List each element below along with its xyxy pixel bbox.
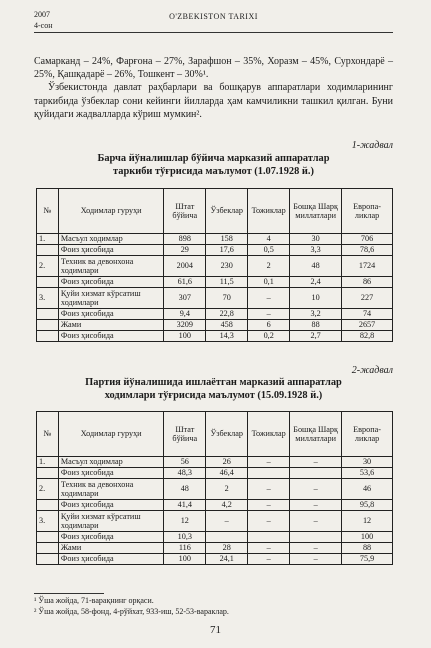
table2-label: 2-жадвал [351, 365, 393, 376]
table-cell: 100 [342, 532, 393, 543]
table-cell: 116 [164, 543, 206, 554]
table-cell: 10 [290, 288, 342, 309]
table-cell: – [248, 479, 290, 500]
table-cell: – [248, 543, 290, 554]
table-row [37, 288, 393, 309]
row-label: Фоиз ҳисобида [58, 500, 163, 511]
table-cell: 458 [206, 320, 248, 331]
table-cell: 4 [248, 234, 290, 245]
row-number [37, 320, 59, 331]
table-cell [290, 532, 342, 543]
table-cell: 14,3 [206, 331, 248, 342]
column-header: № [37, 412, 59, 457]
table2 [36, 411, 393, 565]
row-number: 3. [37, 288, 59, 309]
header-journal-title: O'ZBEKISTON TARIXI [169, 12, 258, 21]
row-label: Масъул ходимлар [58, 457, 163, 468]
table-cell: 48 [290, 256, 342, 277]
running-header [34, 10, 393, 33]
header-issue: 4-сон [34, 21, 53, 30]
table-cell: 48,3 [164, 468, 206, 479]
footnotes [34, 596, 393, 617]
table-cell: 0,1 [248, 277, 290, 288]
row-number: 3. [37, 511, 59, 532]
column-header: Ўзбеклар [206, 189, 248, 234]
row-label: Фоиз ҳисобида [58, 532, 163, 543]
table-cell: 3209 [164, 320, 206, 331]
row-label: Қуйи хизмат кўрсатиш ходимлари [58, 288, 163, 309]
table-cell: 9,4 [164, 309, 206, 320]
table-cell: 29 [164, 245, 206, 256]
table-cell: 230 [206, 256, 248, 277]
table-row [37, 256, 393, 277]
row-number [37, 277, 59, 288]
row-number [37, 532, 59, 543]
row-number: 2. [37, 479, 59, 500]
table-cell [206, 532, 248, 543]
table-row [37, 543, 393, 554]
table2-title [34, 376, 393, 402]
table1-title-line2: таркиби тўғрисида маълумот (1.07.1928 й.) [113, 166, 314, 177]
footnote-divider [34, 593, 104, 594]
column-header: Тожиклар [248, 189, 290, 234]
table-cell: 82,8 [342, 331, 393, 342]
table-cell: 3,2 [290, 309, 342, 320]
table-cell: 30 [290, 234, 342, 245]
table-cell: 3,3 [290, 245, 342, 256]
table-cell: 100 [164, 554, 206, 565]
table-cell: 2 [248, 256, 290, 277]
header-row [37, 412, 393, 457]
row-number [37, 500, 59, 511]
table-cell: – [206, 511, 248, 532]
table-row [37, 234, 393, 245]
table-cell: – [290, 457, 342, 468]
row-label: Қуйи хизмат кўрсатиш ходимлари [58, 511, 163, 532]
paragraph-1: Самарканд – 24%, Фарғона – 27%, Зарафшон – 35%, Хоразм – 45%, Сурхондарё – 25%, Қашқадарё – 26%, Тошкент – 30%¹. [34, 56, 393, 81]
table-cell: – [248, 554, 290, 565]
table-cell: 70 [206, 288, 248, 309]
row-label: Фоиз ҳисобида [58, 468, 163, 479]
table-cell: 2,4 [290, 277, 342, 288]
row-label: Жами [58, 320, 163, 331]
table-row [37, 532, 393, 543]
row-number [37, 331, 59, 342]
table-cell: 75,9 [342, 554, 393, 565]
table-cell: 78,6 [342, 245, 393, 256]
row-number [37, 468, 59, 479]
table-row [37, 331, 393, 342]
table-cell: 28 [206, 543, 248, 554]
table1-label: 1-жадвал [351, 140, 393, 151]
table-cell: 88 [342, 543, 393, 554]
row-number: 1. [37, 457, 59, 468]
table1-title-line1: Барча йўналишлар бўйича марказий аппаратлар [97, 153, 330, 164]
table-row [37, 554, 393, 565]
table-cell: 158 [206, 234, 248, 245]
row-label: Техник ва девонхона ходимлари [58, 479, 163, 500]
table-cell: 61,6 [164, 277, 206, 288]
table-cell: 46,4 [206, 468, 248, 479]
table-cell: 898 [164, 234, 206, 245]
table-cell: – [290, 543, 342, 554]
table-cell: 88 [290, 320, 342, 331]
footnote-1: ¹ Ўша жойда, 71-варақнинг орқаси. [34, 596, 154, 605]
table-cell: – [290, 511, 342, 532]
table-cell: 48 [164, 479, 206, 500]
table-cell [248, 468, 290, 479]
table-row [37, 500, 393, 511]
column-header: Европа-ликлар [342, 412, 393, 457]
table-cell: 307 [164, 288, 206, 309]
header-row [37, 189, 393, 234]
table1-title [34, 152, 393, 178]
table-cell: 86 [342, 277, 393, 288]
table-cell: 46 [342, 479, 393, 500]
table-cell: – [248, 288, 290, 309]
row-label: Фоиз ҳисобида [58, 277, 163, 288]
row-label: Жами [58, 543, 163, 554]
table-cell: 4,2 [206, 500, 248, 511]
row-number [37, 554, 59, 565]
row-label: Масъул ходимлар [58, 234, 163, 245]
table-row [37, 277, 393, 288]
table-cell: 6 [248, 320, 290, 331]
table1 [36, 188, 393, 342]
table-cell: 26 [206, 457, 248, 468]
table-cell: 11,5 [206, 277, 248, 288]
row-number [37, 543, 59, 554]
column-header: Европа-ликлар [342, 189, 393, 234]
table-cell: – [290, 479, 342, 500]
paragraph-2: Ўзбекистонда давлат раҳбарлари ва бошқарув аппаратлари ходимларининг таркибида ўзбеклар сони кейинги йилларда ҳам камчиликни ташкил қилган. Буни қуйидаги жадвалларда кўриш мумкин². [34, 82, 393, 120]
footnote-2: ² Ўша жойда, 58-фонд, 4-рўйхат, 933-иш, 52-53-вараклар. [34, 606, 229, 616]
column-header: Ходимлар гуруҳи [58, 412, 163, 457]
table-cell: – [290, 500, 342, 511]
table-cell: – [248, 309, 290, 320]
table-cell: 12 [164, 511, 206, 532]
table-cell: 53,6 [342, 468, 393, 479]
table-row [37, 479, 393, 500]
table-cell: 22,8 [206, 309, 248, 320]
table-cell: 56 [164, 457, 206, 468]
column-header: Тожиклар [248, 412, 290, 457]
table2-title-line2: ходимлари тўғрисида маълумот (15.09.1928 й.) [104, 390, 323, 401]
column-header: Ходимлар гуруҳи [58, 189, 163, 234]
table-cell [290, 468, 342, 479]
table-cell [248, 532, 290, 543]
table-row [37, 511, 393, 532]
table-cell: 30 [342, 457, 393, 468]
table-cell: 227 [342, 288, 393, 309]
row-label: Фоиз ҳисобида [58, 245, 163, 256]
column-header: Штат бўйича [164, 412, 206, 457]
table-cell: 24,1 [206, 554, 248, 565]
page-number: 71 [210, 624, 221, 636]
table-cell: 0,2 [248, 331, 290, 342]
column-header: № [37, 189, 59, 234]
table-cell: – [248, 511, 290, 532]
row-number: 1. [37, 234, 59, 245]
row-label: Фоиз ҳисобида [58, 554, 163, 565]
table-cell: 100 [164, 331, 206, 342]
body-text [34, 55, 393, 121]
row-number [37, 245, 59, 256]
row-number [37, 309, 59, 320]
table-cell: – [248, 457, 290, 468]
table-cell: 74 [342, 309, 393, 320]
table-row [37, 468, 393, 479]
table-cell: 17,6 [206, 245, 248, 256]
row-label: Техник ва девонхона ходимлари [58, 256, 163, 277]
table-cell: 1724 [342, 256, 393, 277]
table-cell: 0,5 [248, 245, 290, 256]
table-cell: – [248, 500, 290, 511]
table-cell: 2657 [342, 320, 393, 331]
row-number: 2. [37, 256, 59, 277]
table-cell: 12 [342, 511, 393, 532]
table-cell: 2 [206, 479, 248, 500]
table-cell: – [290, 554, 342, 565]
column-header: Бошқа Шарқ миллатлари [290, 412, 342, 457]
table-row [37, 457, 393, 468]
table-cell: 2,7 [290, 331, 342, 342]
table-row [37, 320, 393, 331]
table-row [37, 309, 393, 320]
column-header: Штат бўйича [164, 189, 206, 234]
table-cell: 706 [342, 234, 393, 245]
table-cell: 95,8 [342, 500, 393, 511]
table-cell: 10,3 [164, 532, 206, 543]
table-cell: 2004 [164, 256, 206, 277]
column-header: Бошқа Шарқ миллатлари [290, 189, 342, 234]
table-row [37, 245, 393, 256]
row-label: Фоиз ҳисобида [58, 309, 163, 320]
table-cell: 41,4 [164, 500, 206, 511]
row-label: Фоиз ҳисобида [58, 331, 163, 342]
header-year: 2007 [34, 10, 50, 19]
column-header: Ўзбеклар [206, 412, 248, 457]
table2-title-line1: Партия йўналишида ишлаётган марказий аппаратлар [85, 377, 342, 388]
